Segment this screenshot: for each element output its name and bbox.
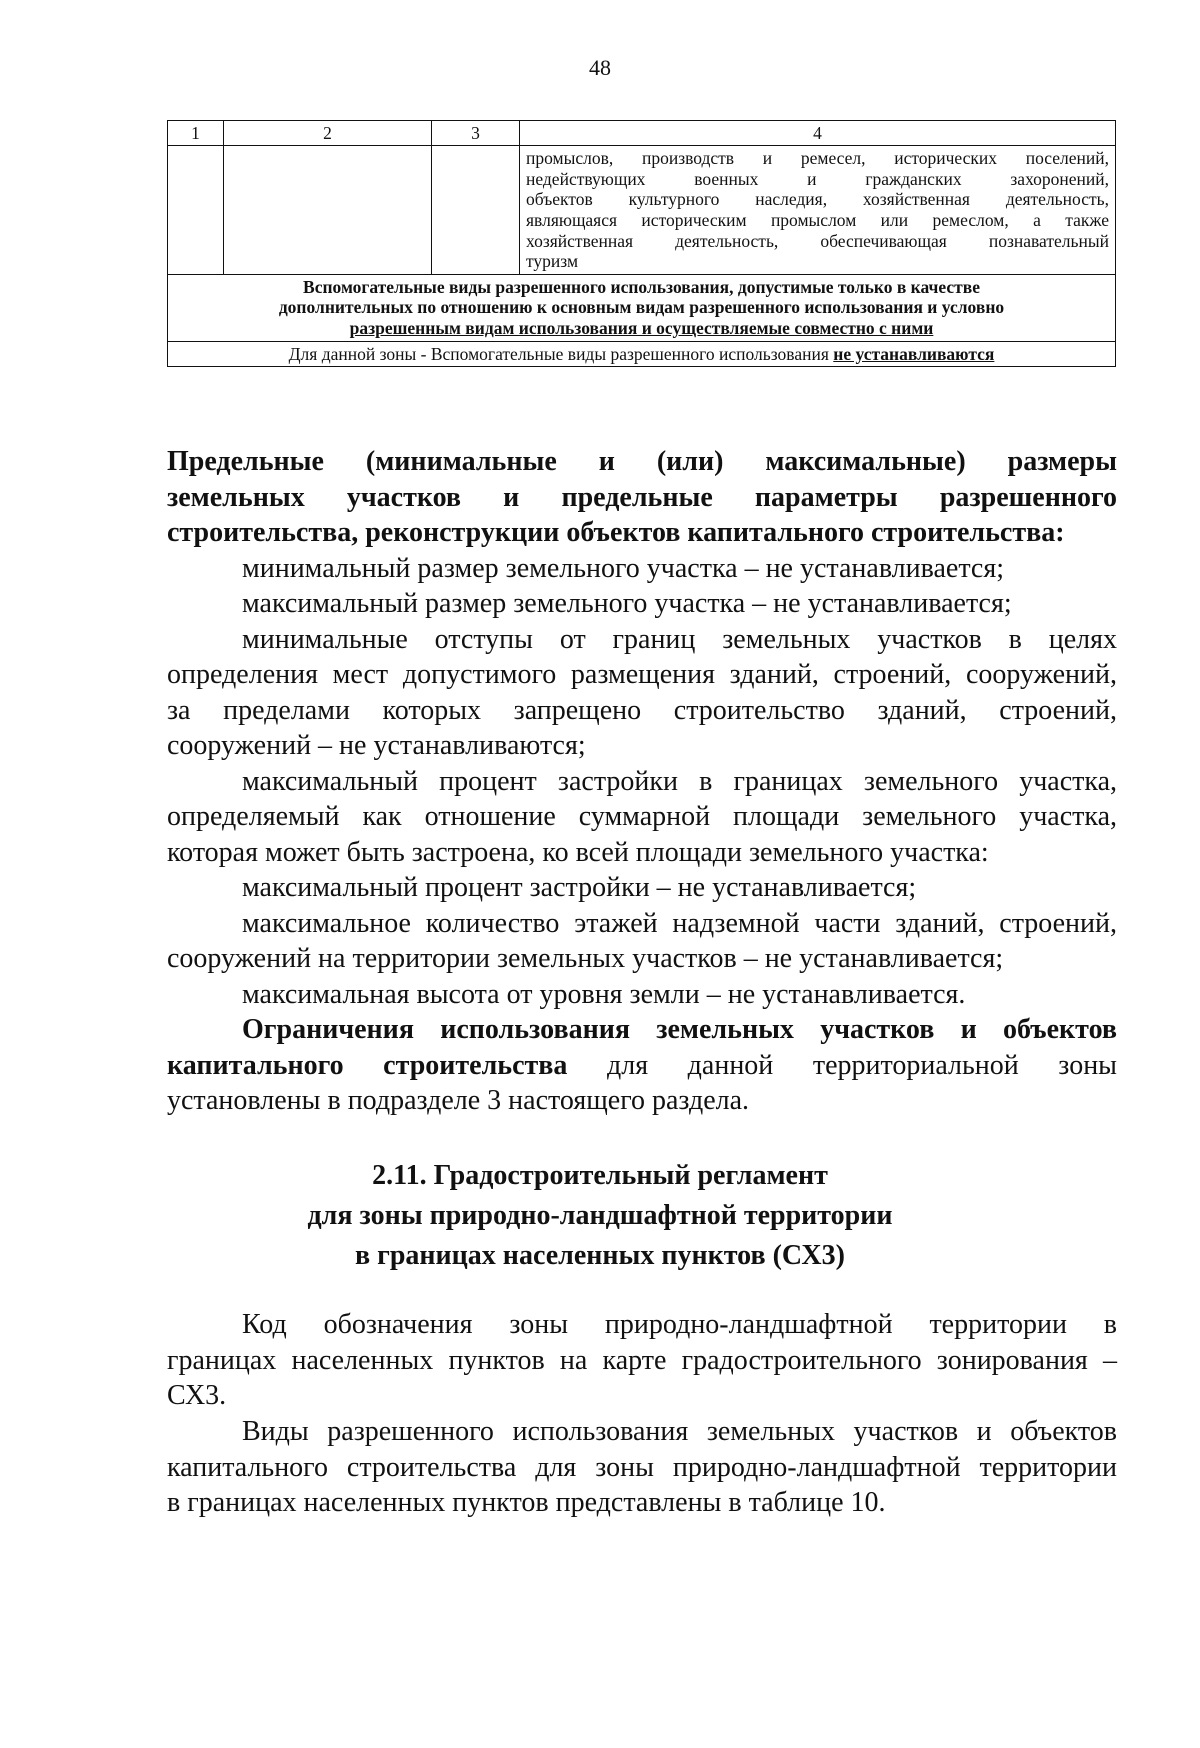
restrictions-line: установлены в подразделе 3 настоящего раздела. — [167, 1085, 750, 1116]
table-header-row — [168, 121, 1116, 146]
continued-table — [167, 120, 1116, 367]
aux-heading-line: дополнительных по отношению к основным видам разрешенного использования и условно — [278, 297, 1005, 318]
floors-line: сооружений на территории земельных участков – не устанавливается; — [167, 943, 1004, 974]
coverage-line: которая может быть застроена, ко всей площади земельного участка: — [167, 836, 989, 868]
header-col-2: 2 — [224, 121, 432, 146]
header-col-1: 1 — [168, 121, 224, 146]
floors-line: максимальное количество этажей надземной части зданий, строений, — [242, 907, 1117, 939]
table-row — [168, 146, 1116, 275]
continued-text-line: являющаяся историческим промыслом или ремеслом, а также — [526, 209, 1109, 230]
aux-heading-cell — [168, 274, 1116, 341]
uses-paragraph-line: капитального строительства для зоны природно-ландшафтной территории — [167, 1451, 1117, 1483]
coverage-line: определяемый как отношение суммарной площади земельного участка, — [167, 801, 1117, 832]
restrictions-line: Ограничения использования земельных участков и объектов — [242, 1014, 1117, 1045]
setbacks-line: за пределами которых запрещено строительство зданий, строений, — [167, 694, 1117, 726]
section-title-line: в границах населенных пунктов (СХ3) — [355, 1240, 845, 1271]
min-size-text: минимальный размер земельного участка – не устанавливается; — [242, 552, 1005, 584]
aux-note-bold: не устанавливаются — [833, 343, 995, 364]
continued-text-line: промыслов, производств и ремесел, исторических поселений, — [526, 148, 1109, 168]
max-size-text: максимальный размер земельного участка – не устанавливается; — [242, 588, 1012, 619]
limits-section — [167, 444, 1117, 1119]
restrictions-rest: для данной территориальной зоны — [567, 1049, 1117, 1081]
uses-paragraph-line: в границах населенных пунктов представлены в таблице 10. — [167, 1487, 886, 1518]
header-col-3: 3 — [432, 121, 520, 146]
aux-note-row — [168, 341, 1116, 367]
aux-heading-line: разрешенным видам использования и осуществляемые совместно с ними — [349, 318, 934, 339]
uses-paragraph-line: Виды разрешенного использования земельных участков и объектов — [242, 1416, 1117, 1447]
setbacks-line: определения мест допустимого размещения зданий, строений, сооружений, — [167, 659, 1117, 690]
cell-empty-1 — [168, 146, 224, 275]
height-text: максимальная высота от уровня земли – не устанавливается. — [242, 978, 966, 1010]
limits-heading-line: Предельные (минимальные и (или) максимальные) размеры — [167, 446, 1117, 477]
aux-heading-line: Вспомогательные виды разрешенного использования, допустимые только в качестве — [303, 276, 980, 297]
aux-heading-row — [168, 274, 1116, 341]
page-number: 48 — [589, 55, 611, 80]
section-title-line: для зоны природно-ландшафтной территории — [307, 1200, 893, 1231]
section-title-line: 2.11. Градостроительный регламент — [372, 1160, 828, 1191]
restrictions-line — [167, 1048, 1117, 1084]
continued-text-cell — [520, 146, 1116, 275]
code-paragraph-line: Код обозначения зоны природно-ландшафтной территории в — [242, 1309, 1117, 1340]
limits-heading-line: земельных участков и предельные параметры разрешенного — [167, 481, 1117, 513]
continued-text-line: хозяйственная деятельность, обеспечивающая познавательный — [526, 230, 1109, 251]
restrictions-bold: капитального строительства — [167, 1049, 568, 1081]
continued-text-line: объектов культурного наследия, хозяйственная деятельность, — [526, 189, 1109, 210]
setbacks-line: минимальные отступы от границ земельных участков в целях — [242, 623, 1117, 655]
aux-note-cell — [168, 341, 1116, 367]
coverage-value: максимальный процент застройки – не устанавливается; — [242, 872, 917, 903]
header-col-4: 4 — [520, 121, 1116, 146]
continued-text-line: туризм — [526, 251, 579, 272]
code-paragraph — [167, 1307, 1117, 1414]
uses-paragraph — [167, 1414, 1117, 1521]
continued-text-line: недействующих военных и гражданских захоронений, — [526, 168, 1109, 189]
code-paragraph-line: СХ3. — [167, 1380, 227, 1411]
limits-heading-line: строительства, реконструкции объектов капитального строительства: — [167, 517, 1065, 548]
coverage-line: максимальный процент застройки в границах земельного участка, — [242, 765, 1117, 797]
section-title — [0, 1156, 1200, 1276]
cell-empty-3 — [432, 146, 520, 275]
setbacks-line: сооружений – не устанавливаются; — [167, 730, 586, 761]
aux-note-prefix: Для данной зоны - Вспомогательные виды разрешенного использования — [288, 343, 834, 364]
code-paragraph-line: границах населенных пунктов на карте градостроительного зонирования – — [167, 1344, 1117, 1376]
cell-empty-2 — [224, 146, 432, 275]
